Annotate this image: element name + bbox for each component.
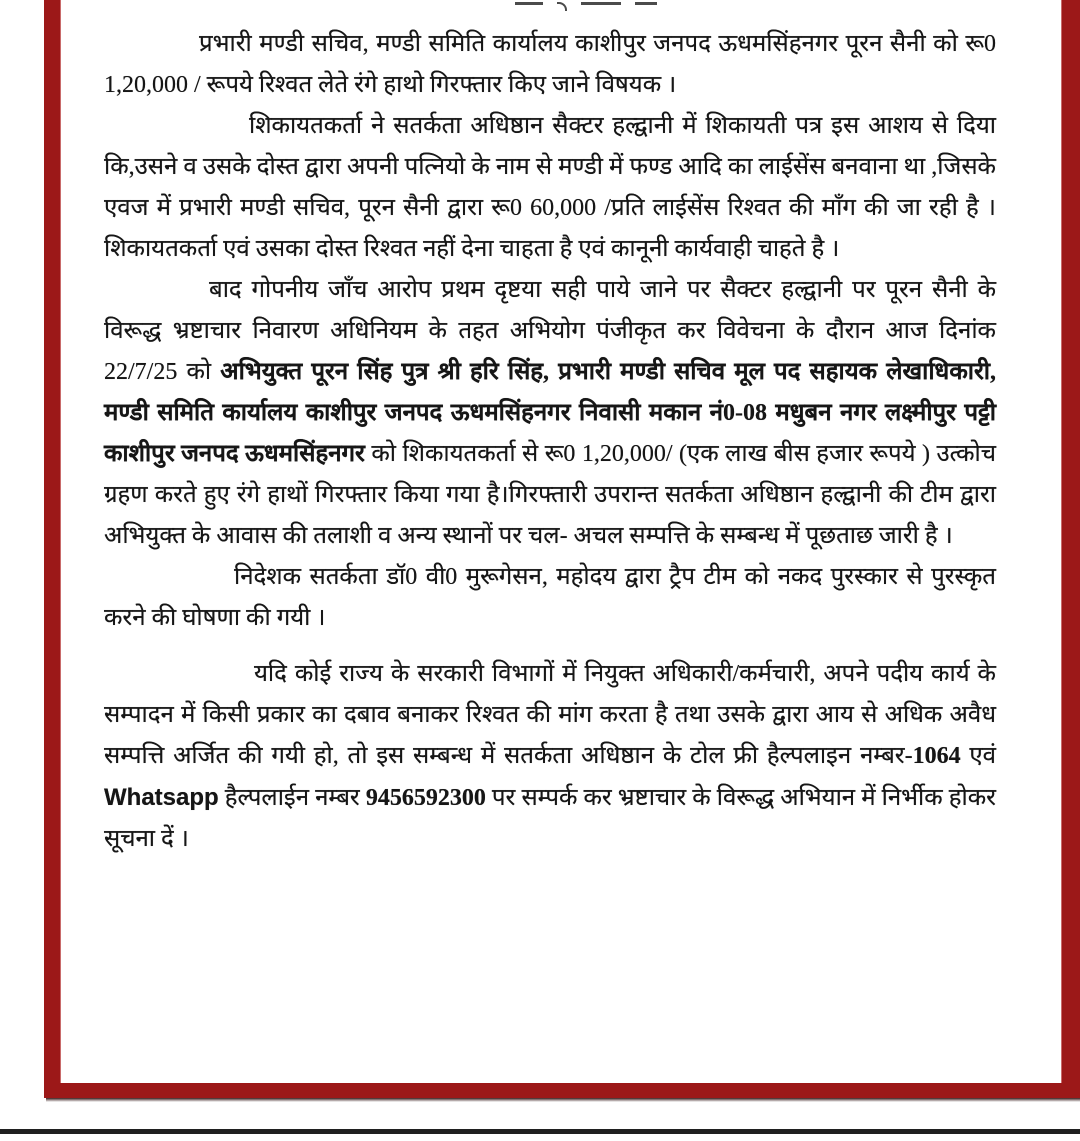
text-run: 9456592300: [365, 785, 486, 811]
text-run: अभियुक्त पूरन सिंह पुत्र श्री हरि सिंह, प्रभारी मण्डी सचिव मूल पद सहायक लेखाधिकारी, मण्डी समिति कार्यालय काशीपुर जनपद ऊधमसिंहनगर निवासी मकान नं0-08 मधुबन नगर लक्ष्मीपुर पट्टी काशीपुर जनपद ऊधमसिंहनगर: [104, 359, 996, 467]
text-run: यदि कोई राज्य के सरकारी विभागों में नियुक्त अधिकारी/कर्मचारी, अपने पदीय कार्य के सम्पादन में किसी प्रकार का दबाव बनाकर रिश्वत की मांग करता है तथा उसके द्वारा आय से अधिक अवैध सम्पत्ति अर्जित की गयी हो, तो इस सम्बन्ध में सतर्कता अधिष्ठान के टोल फ्री हैल्पलाइन नम्बर-: [104, 661, 996, 769]
text-run: निदेशक सतर्कता डॉ0 वी0 मुरूगेसन, महोदय द्वारा ट्रैप टीम को नकद पुरस्कार से पुरस्कृत करने की घोषणा की गयी ।: [104, 564, 996, 631]
text-run: शिकायतकर्ता ने सतर्कता अधिष्ठान सैक्टर हल्द्वानी में शिकायती पत्र इस आशय से दिया कि,उसने व उसके दोस्त द्वारा अपनी पत्नियो के नाम से मण्डी में फण्ड आदि का लाईसेंस बनवाना था ,जिसके एवज में प्रभारी मण्डी सचिव, पूरन सैनी द्वारा रू0 60,000 /प्रति लाईसेंस रिश्वत की माँग की जा रही है । शिकायतकर्ता एवं उसका दोस्त रिश्वत नहीं देना चाहता है एवं कानूनी कार्यवाही चाहते है ।: [104, 113, 996, 262]
text-run: पर सम्पर्क कर भ्रष्टाचार के विरूद्ध अभियान में निर्भीक होकर सूचना दें ।: [104, 785, 996, 852]
paragraph-complaint: [104, 106, 996, 270]
cutoff-stroke: [581, 2, 621, 5]
text-run: को शिकायतकर्ता से रू0 1,20,000/ (एक लाख बीस हजार रूपये ) उत्कोच ग्रहण करते हुए रंगे हाथों गिरफ्तार किया गया है।गिरफ्तारी उपरान्त सतर्कता अधिष्ठान हल्द्वानी की टीम द्वारा अभियुक्त के आवास की तलाशी व अन्य स्थानों पर चल- अचल सम्पत्ति के सम्बन्ध में पूछताछ जारी है ।: [104, 441, 996, 549]
text-run: एवं: [960, 743, 996, 769]
text-run: बाद गोपनीय जाँच आरोप प्रथम दृष्टया सही पाये जाने पर सैक्टर हल्द्वानी पर पूरन सैनी के विरूद्ध भ्रष्टाचार निवारण अधिनियम के तहत अभियोग पंजीकृत कर विवेचना के दौरान आज दिनांक 22/7/25 को: [104, 277, 996, 385]
cutoff-text-fragment: [515, 2, 657, 10]
paragraph-arrest: [104, 270, 996, 557]
red-border-shadow: [46, 1098, 1080, 1102]
text-run: प्रभारी मण्डी सचिव, मण्डी समिति कार्यालय काशीपुर जनपद ऊधमसिंहनगर पूरन सैनी को रू0 1,20,000 / रूपये रिश्वत लेते रंगे हाथो गिरफ्तार किए जाने विषयक ।: [104, 31, 996, 98]
cutoff-stroke: [515, 2, 543, 5]
text-run: हैल्पलाईन नम्बर: [218, 785, 366, 811]
paragraph-subject: [104, 24, 996, 106]
cutoff-stroke: [635, 2, 657, 5]
text-run: 1064: [912, 743, 961, 769]
text-run: Whatsapp: [104, 784, 219, 811]
document-text: [104, 24, 996, 860]
paragraph-reward: [104, 557, 996, 639]
cutoff-stroke: [557, 2, 567, 11]
bottom-divider-line: [0, 1129, 1080, 1134]
paragraph-helpline: [104, 654, 996, 860]
